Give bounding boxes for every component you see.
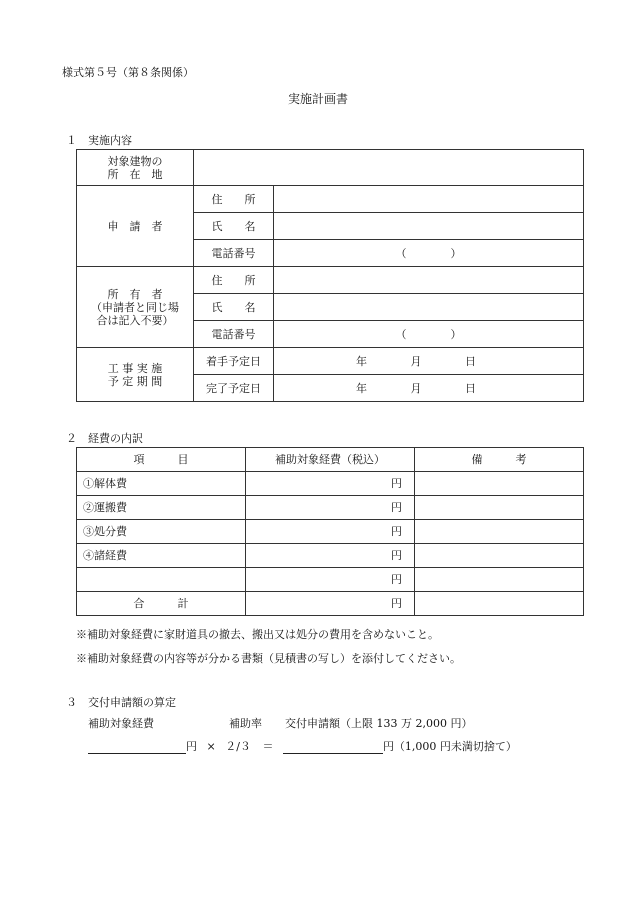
applicant-name-label: 氏 名: [194, 213, 274, 240]
start-date-field[interactable]: 年 月 日: [274, 348, 584, 375]
applicant-address-label: 住 所: [194, 186, 274, 213]
applicant-phone-field[interactable]: （ ）: [274, 240, 584, 267]
building-location-field[interactable]: [194, 150, 584, 186]
applicant-address-field[interactable]: [274, 186, 584, 213]
label-subsidy-cost: 補助対象経費: [88, 717, 154, 730]
start-date-label: 着手予定日: [194, 348, 274, 375]
note-exclusion: ※補助対象経費に家財道具の撤去、搬出又は処分の費用を含めないこと。: [76, 628, 439, 641]
total-remarks-field[interactable]: [415, 592, 584, 616]
owner-label: 所 有 者 （申請者と同じ場 合は記入不要）: [77, 267, 194, 348]
cost-amount-field[interactable]: 円: [246, 544, 415, 568]
section1-heading: １ 実施内容: [66, 134, 132, 147]
remarks-field[interactable]: [415, 544, 584, 568]
cost-amount-field[interactable]: 円: [246, 472, 415, 496]
col-cost-header: 補助対象経費（税込）: [246, 448, 415, 472]
total-label: 合 計: [77, 592, 246, 616]
remarks-field[interactable]: [415, 568, 584, 592]
cost-amount-field[interactable]: 円: [246, 568, 415, 592]
note-attachment: ※補助対象経費の内容等が分かる書類（見積書の写し）を添付してください。: [76, 652, 461, 665]
end-date-field[interactable]: 年 月 日: [274, 375, 584, 402]
form-number: 様式第５号（第８条関係）: [62, 66, 194, 79]
subsidy-cost-input[interactable]: [88, 741, 186, 754]
building-location-label: 対象建物の 所 在 地: [77, 150, 194, 186]
owner-phone-label: 電話番号: [194, 321, 274, 348]
cost-amount-field[interactable]: 円: [246, 520, 415, 544]
implementation-table: [76, 149, 584, 402]
application-amount-input[interactable]: [283, 741, 383, 754]
owner-address-label: 住 所: [194, 267, 274, 294]
cost-table: [76, 447, 584, 616]
col-item-header: 項 目: [77, 448, 246, 472]
owner-address-field[interactable]: [274, 267, 584, 294]
col-remarks-header: 備 考: [415, 448, 584, 472]
owner-name-field[interactable]: [274, 294, 584, 321]
cost-amount-field[interactable]: 円: [246, 496, 415, 520]
remarks-field[interactable]: [415, 472, 584, 496]
applicant-name-field[interactable]: [274, 213, 584, 240]
page-title: 実施計画書: [288, 92, 349, 106]
cost-item: ②運搬費: [77, 496, 246, 520]
schedule-label: 工 事 実 施 予 定 期 間: [77, 348, 194, 402]
owner-name-label: 氏 名: [194, 294, 274, 321]
cost-item: ④諸経費: [77, 544, 246, 568]
applicant-label: 申 請 者: [77, 186, 194, 267]
label-subsidy-rate: 補助率: [229, 717, 262, 730]
cost-item: ③処分費: [77, 520, 246, 544]
owner-phone-field[interactable]: （ ）: [274, 321, 584, 348]
cost-item: ①解体費: [77, 472, 246, 496]
applicant-phone-label: 電話番号: [194, 240, 274, 267]
calculation-line: 円 × ２/３ ＝ 円（1,000 円未満切捨て）: [88, 738, 517, 754]
label-application-amount: 交付申請額（上限 133 万 2,000 円）: [285, 717, 473, 730]
remarks-field[interactable]: [415, 520, 584, 544]
cost-item-blank[interactable]: [77, 568, 246, 592]
end-date-label: 完了予定日: [194, 375, 274, 402]
section3-heading: ３ 交付申請額の算定: [66, 696, 176, 709]
section2-heading: ２ 経費の内訳: [66, 432, 143, 445]
remarks-field[interactable]: [415, 496, 584, 520]
total-amount-field[interactable]: 円: [246, 592, 415, 616]
